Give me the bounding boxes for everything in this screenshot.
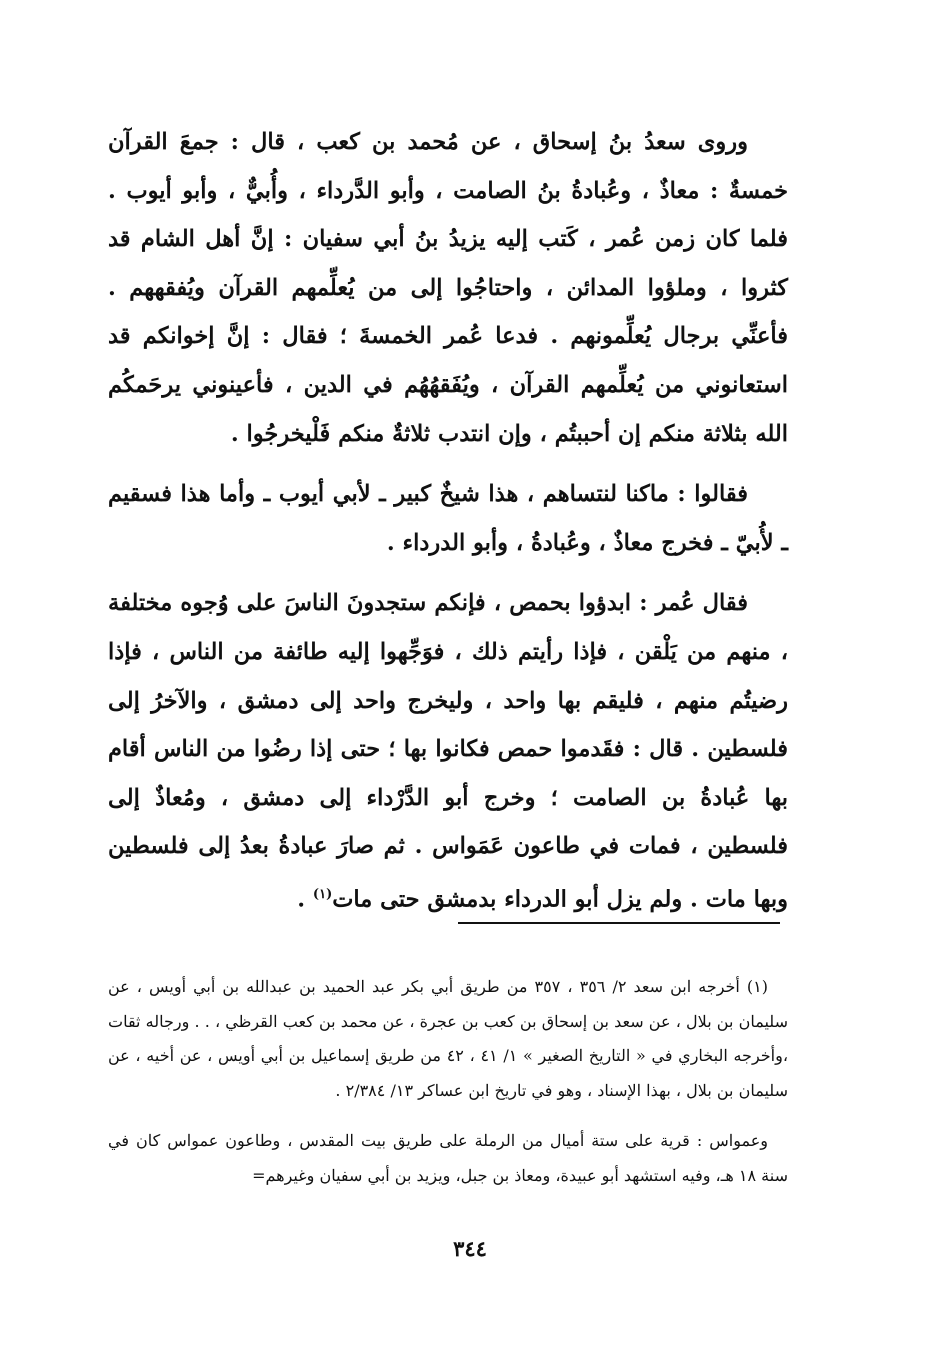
footnotes: [108, 970, 788, 1193]
footnote-1: (١) أخرجه ابن سعد ٢/ ٣٥٦ ، ٣٥٧ من طريق أبي بكر عبد الحميد بن عبدالله بن أبي أويس ، عن سليمان بن بلال ، عن سعد بن إسحاق بن كعب بن عجرة ، عن محمد بن كعب القرظي ، . . ورجاله ثقات ،وأخرجه البخاري في « التاريخ الصغير » ١/ ٤١ ، ٤٢ من طريق إسماعيل بن أبي أويس ، عن أخيه ، عن سليمان بن بلال ، بهذا الإسناد ، وهو في تاريخ ابن عساكر ١٣/ ٢/٣٨٤ .: [108, 977, 788, 1100]
paragraph-1: وروى سعدُ بنُ إسحاق ، عن مُحمد بن كعب ، قال : جمعَ القرآن خمسةٌ : معاذٌ ، وعُبادةُ بنُ الصامت ، وأبو الدَّرداء ، وأُبيٌّ ، وأبو أيوب . فلما كان زمن عُمر ، كَتب إليه يزيدُ بنُ أبي سفيان : إنَّ أهل الشام قد كثروا ، وملؤوا المدائن ، واحتاجُوا إلى من يُعلِّمهم القرآن ويُفقههم . فأعنِّي برجال يُعلِّمونهم . فدعا عُمر الخمسةَ ؛ فقال : إنَّ إخوانكم قد استعانوني من يُعلِّمهم القرآن ، ويُفَقهُهُم في الدين ، فأعينوني يرحَمكُم الله بثلاثة منكم إن أحببتُم ، وإن انتدب ثلاثةٌ منكم فَلْيخرجُوا .: [108, 129, 788, 447]
main-text: [108, 118, 788, 924]
footnote-separator: [458, 922, 780, 924]
footnote-reference: (١): [312, 886, 333, 902]
paragraph-3-end: .: [297, 886, 313, 913]
paragraph-3-text: فقال عُمر : ابدؤوا بحمص ، فإنكم ستجدونَ الناسَ على وُجوه مختلفة ، منهم من يَلْقن ، فإذا رأيتم ذلك ، فوَجِّهوا إليه طائفة من الناس ، فإذا رضيتُم منهم ، فليقم بها واحد ، وليخرج واحد إلى دمشق ، والآخرُ إلى فلسطين . قال : فقَدموا حمص فكانوا بها ؛ حتى إذا رضُوا من الناس أقام بها عُبادةُ بن الصامت ؛ وخرج أبو الدَّرْداء إلى دمشق ، ومُعاذٌ إلى فلسطين ، فمات في طاعون عَمَواس . ثم صارَ عبادةُ بعدُ إلى فلسطين وبها مات . ولم يزل أبو الدرداء بدمشق حتى مات: [108, 590, 788, 913]
paragraph-2: فقالوا : ماكنا لنتساهم ، هذا شيخٌ كبير ـ لأبي أيوب ـ وأما هذا فسقيم ـ لأُبيّ ـ فخرج معاذٌ ، وعُبادةُ ، وأبو الدرداء .: [108, 481, 788, 556]
paragraph-3: [108, 579, 788, 924]
page-number: ٣٤٤: [453, 1236, 487, 1261]
footnote-2: وعمواس : قرية على ستة أميال من الرملة على طريق بيت المقدس ، وطاعون عمواس كان في سنة ١٨ هـ، وفيه استشهد أبو عبيدة، ومعاذ بن جبل، ويزيد بن أبي سفيان وغيرهم=: [108, 1131, 788, 1185]
